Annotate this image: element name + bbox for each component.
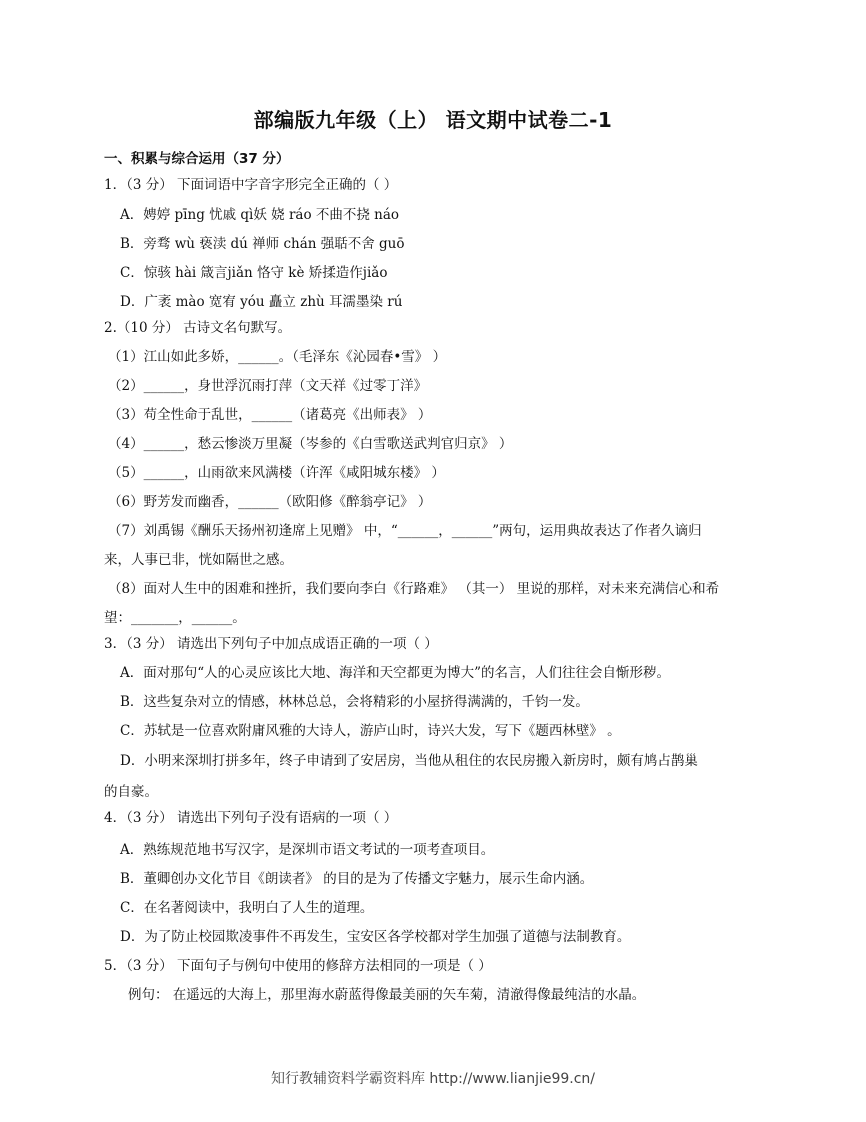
question-1: 1．（3 分） 下面词语中字音字形完全正确的（ ）: [104, 177, 398, 193]
option-3b: B．这些复杂对立的情感，林林总总，会将精彩的小屋挤得满满的，千钧一发。: [120, 694, 589, 710]
option-3a: A．面对那句“人的心灵应该比大地、海洋和天空都更为博大”的名言，人们往往会自惭形秽。: [120, 665, 671, 681]
item-2-8: （8）面对人生中的困难和挫折，我们要向李白《行路难》 （其一） 里说的那样，对未来充满信心和希: [108, 581, 720, 597]
option-4d: D．为了防止校园欺凌事件不再发生，宝安区各学校都对学生加强了道德与法制教育。: [120, 929, 631, 945]
question-3: 3．（3 分） 请选出下列句子中加点成语正确的一项（ ）: [104, 636, 438, 652]
option-3d-cont: 的自豪。: [104, 784, 158, 800]
footer-watermark: 知行教辅资料学霸资料库 http://www.lianjie99.cn/: [270, 1071, 596, 1087]
item-2-5: （5）______，山雨欲来风满楼（许浑《咸阳城东楼》 ）: [108, 465, 445, 481]
option-4c: C．在名著阅读中，我明白了人生的道理。: [120, 900, 374, 916]
question-5: 5．（3 分） 下面句子与例句中使用的修辞方法相同的一项是（ ）: [104, 958, 492, 974]
option-4a: A．熟练规范地书写汉字，是深圳市语文考试的一项考查项目。: [120, 842, 495, 858]
option-3d: D．小明来深圳打拼多年，终子申请到了安居房，当他从租住的农民房搬入新房时，颇有鸠占鹊巢: [120, 753, 698, 769]
question-4: 4．（3 分） 请选出下列句子没有语病的一项（ ）: [104, 810, 398, 826]
question-2: 2.（10 分） 古诗文名句默写。: [104, 320, 292, 336]
item-2-8-cont: 望：_______，______。: [104, 610, 246, 626]
item-2-3: （3）苟全性命于乱世，______（诸葛亮《出师表》 ）: [108, 407, 432, 423]
option-4b: B．董卿创办文化节目《朗读者》 的目的是为了传播文字魅力，展示生命内涵。: [120, 871, 594, 887]
item-2-2: （2）______，身世浮沉雨打萍（文天祥《过零丁洋》: [108, 378, 428, 394]
item-2-4: （4）______，愁云惨淡万里凝（岑参的《白雪歌送武判官归京》 ）: [108, 436, 513, 452]
item-2-1: （1）江山如此多娇，______。（毛泽东《沁园春•雪》 ）: [108, 349, 447, 365]
option-1c: C．惊骇 hài 箴言jiǎn 恪守 kè 矫揉造作jiǎo: [120, 265, 388, 281]
option-3c: C．苏轼是一位喜欢附庸风雅的大诗人，游庐山时，诗兴大发，写下《题西林壁》 。: [120, 723, 621, 739]
option-1a: A．娉婷 pīng 忧戚 qì妖 娆 ráo 不曲不挠 náo: [120, 207, 400, 223]
page-title: 部编版九年级（上） 语文期中试卷二-1: [253, 108, 613, 132]
item-2-7-cont: 来，人事已非，恍如隔世之感。: [104, 552, 293, 568]
option-1d: D．广袤 mào 宽宥 yóu 矗立 zhù 耳濡墨染 rú: [120, 294, 403, 310]
item-2-6: （6）野芳发而幽香，______（欧阳修《醉翁亭记》 ）: [108, 494, 432, 510]
section-heading: 一、积累与综合运用（37 分）: [104, 151, 290, 167]
item-2-7: （7）刘禹锡《酬乐天扬州初逢席上见赠》 中，“______，______”两句，运用典故表达了作者久谪归: [108, 523, 702, 539]
example-sentence: 例句： 在遥远的大海上，那里海水蔚蓝得像最美丽的矢车菊，清澈得像最纯洁的水晶。: [128, 987, 646, 1003]
option-1b: B．旁骛 wù 亵渎 dú 禅师 chán 强聒不舍 guō: [120, 236, 405, 252]
